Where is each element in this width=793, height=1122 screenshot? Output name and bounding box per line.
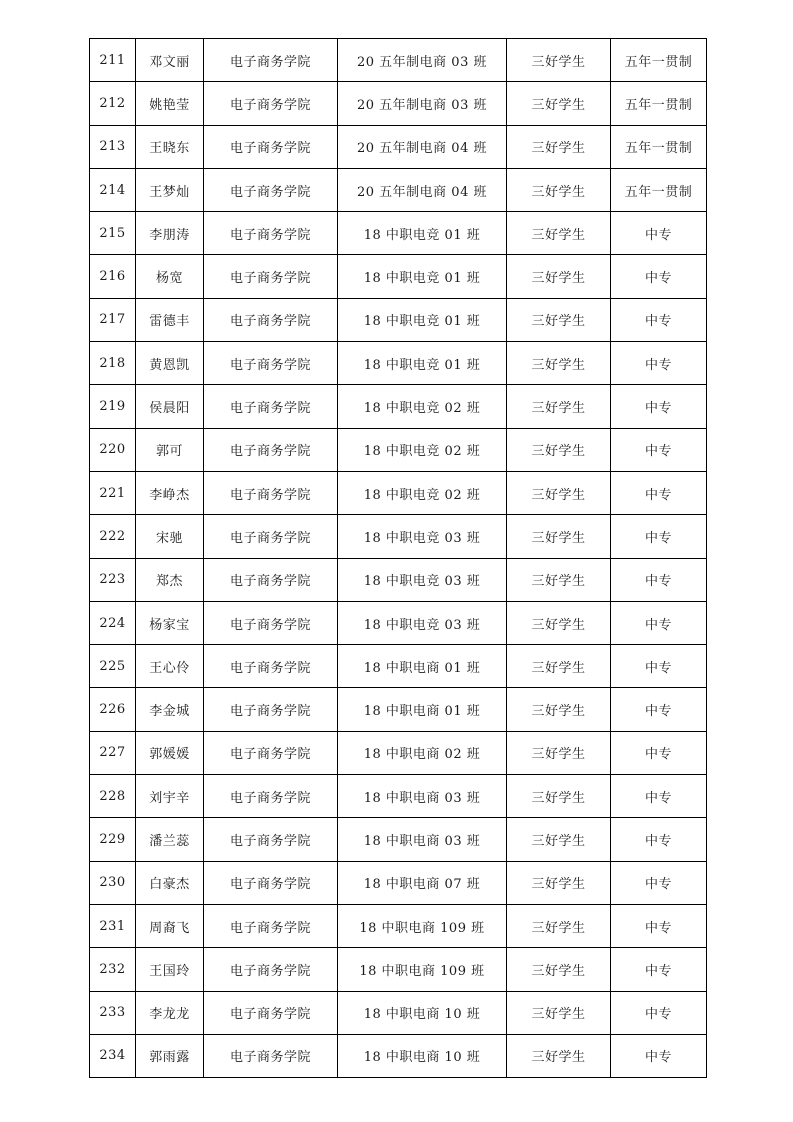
class-name-cell: 18 中职电商 03 班	[338, 775, 507, 818]
college-cell: 电子商务学院	[204, 991, 338, 1034]
row-number-cell: 211	[90, 39, 136, 82]
table-row	[90, 688, 707, 731]
student-name-cell: 郑杰	[136, 558, 204, 601]
student-name-cell: 周裔飞	[136, 904, 204, 947]
college-cell: 电子商务学院	[204, 298, 338, 341]
class-name-cell: 18 中职电竞 01 班	[338, 298, 507, 341]
student-name-cell: 邓文丽	[136, 39, 204, 82]
college-cell: 电子商务学院	[204, 385, 338, 428]
college-cell: 电子商务学院	[204, 688, 338, 731]
program-type-cell: 中专	[611, 861, 707, 904]
college-cell: 电子商务学院	[204, 342, 338, 385]
class-name-cell: 18 中职电竞 03 班	[338, 601, 507, 644]
class-name-cell: 20 五年制电商 04 班	[338, 125, 507, 168]
student-name-cell: 白豪杰	[136, 861, 204, 904]
class-name-cell: 20 五年制电商 04 班	[338, 168, 507, 211]
college-cell: 电子商务学院	[204, 731, 338, 774]
class-name-cell: 18 中职电商 01 班	[338, 645, 507, 688]
college-cell: 电子商务学院	[204, 601, 338, 644]
table-row	[90, 991, 707, 1034]
college-cell: 电子商务学院	[204, 861, 338, 904]
award-title-cell: 三好学生	[507, 688, 611, 731]
student-name-cell: 雷德丰	[136, 298, 204, 341]
student-name-cell: 郭雨露	[136, 1034, 204, 1077]
table-row	[90, 212, 707, 255]
class-name-cell: 18 中职电商 03 班	[338, 818, 507, 861]
award-title-cell: 三好学生	[507, 818, 611, 861]
student-name-cell: 刘宇辛	[136, 775, 204, 818]
award-title-cell: 三好学生	[507, 385, 611, 428]
award-title-cell: 三好学生	[507, 428, 611, 471]
row-number-cell: 218	[90, 342, 136, 385]
program-type-cell: 五年一贯制	[611, 125, 707, 168]
row-number-cell: 223	[90, 558, 136, 601]
row-number-cell: 229	[90, 818, 136, 861]
student-name-cell: 侯晨阳	[136, 385, 204, 428]
student-name-cell: 杨家宝	[136, 601, 204, 644]
row-number-cell: 224	[90, 601, 136, 644]
award-title-cell: 三好学生	[507, 1034, 611, 1077]
award-title-cell: 三好学生	[507, 471, 611, 514]
table-row	[90, 342, 707, 385]
class-name-cell: 18 中职电商 02 班	[338, 731, 507, 774]
award-roster-table	[89, 38, 707, 1078]
row-number-cell: 212	[90, 82, 136, 125]
college-cell: 电子商务学院	[204, 818, 338, 861]
college-cell: 电子商务学院	[204, 125, 338, 168]
program-type-cell: 中专	[611, 385, 707, 428]
student-name-cell: 李朋涛	[136, 212, 204, 255]
student-name-cell: 李金城	[136, 688, 204, 731]
table-row	[90, 731, 707, 774]
class-name-cell: 20 五年制电商 03 班	[338, 39, 507, 82]
award-title-cell: 三好学生	[507, 39, 611, 82]
row-number-cell: 215	[90, 212, 136, 255]
row-number-cell: 221	[90, 471, 136, 514]
table-row	[90, 428, 707, 471]
table-row	[90, 775, 707, 818]
row-number-cell: 225	[90, 645, 136, 688]
award-title-cell: 三好学生	[507, 515, 611, 558]
row-number-cell: 228	[90, 775, 136, 818]
award-title-cell: 三好学生	[507, 255, 611, 298]
program-type-cell: 中专	[611, 1034, 707, 1077]
college-cell: 电子商务学院	[204, 168, 338, 211]
program-type-cell: 中专	[611, 558, 707, 601]
row-number-cell: 217	[90, 298, 136, 341]
row-number-cell: 230	[90, 861, 136, 904]
roster-table-body	[90, 39, 707, 1078]
table-row	[90, 948, 707, 991]
row-number-cell: 219	[90, 385, 136, 428]
table-row	[90, 82, 707, 125]
program-type-cell: 中专	[611, 428, 707, 471]
student-name-cell: 李峥杰	[136, 471, 204, 514]
award-title-cell: 三好学生	[507, 645, 611, 688]
row-number-cell: 232	[90, 948, 136, 991]
table-row	[90, 1034, 707, 1077]
award-title-cell: 三好学生	[507, 558, 611, 601]
student-name-cell: 杨宽	[136, 255, 204, 298]
program-type-cell: 中专	[611, 601, 707, 644]
award-title-cell: 三好学生	[507, 904, 611, 947]
class-name-cell: 18 中职电竞 01 班	[338, 212, 507, 255]
student-name-cell: 郭可	[136, 428, 204, 471]
college-cell: 电子商务学院	[204, 558, 338, 601]
class-name-cell: 18 中职电竞 01 班	[338, 255, 507, 298]
class-name-cell: 18 中职电竞 01 班	[338, 342, 507, 385]
program-type-cell: 五年一贯制	[611, 168, 707, 211]
college-cell: 电子商务学院	[204, 212, 338, 255]
class-name-cell: 20 五年制电商 03 班	[338, 82, 507, 125]
program-type-cell: 中专	[611, 991, 707, 1034]
table-row	[90, 471, 707, 514]
table-row	[90, 385, 707, 428]
program-type-cell: 中专	[611, 471, 707, 514]
college-cell: 电子商务学院	[204, 645, 338, 688]
student-name-cell: 王国玲	[136, 948, 204, 991]
class-name-cell: 18 中职电商 10 班	[338, 1034, 507, 1077]
class-name-cell: 18 中职电商 109 班	[338, 948, 507, 991]
row-number-cell: 216	[90, 255, 136, 298]
class-name-cell: 18 中职电商 01 班	[338, 688, 507, 731]
row-number-cell: 234	[90, 1034, 136, 1077]
program-type-cell: 中专	[611, 298, 707, 341]
student-name-cell: 黄恩凯	[136, 342, 204, 385]
class-name-cell: 18 中职电竞 02 班	[338, 471, 507, 514]
table-row	[90, 558, 707, 601]
college-cell: 电子商务学院	[204, 948, 338, 991]
student-name-cell: 姚艳莹	[136, 82, 204, 125]
program-type-cell: 中专	[611, 775, 707, 818]
award-title-cell: 三好学生	[507, 731, 611, 774]
class-name-cell: 18 中职电竞 03 班	[338, 558, 507, 601]
college-cell: 电子商务学院	[204, 39, 338, 82]
table-row	[90, 601, 707, 644]
row-number-cell: 220	[90, 428, 136, 471]
college-cell: 电子商务学院	[204, 904, 338, 947]
student-name-cell: 李龙龙	[136, 991, 204, 1034]
student-name-cell: 王心伶	[136, 645, 204, 688]
table-row	[90, 818, 707, 861]
row-number-cell: 233	[90, 991, 136, 1034]
row-number-cell: 227	[90, 731, 136, 774]
table-row	[90, 298, 707, 341]
college-cell: 电子商务学院	[204, 471, 338, 514]
program-type-cell: 中专	[611, 688, 707, 731]
program-type-cell: 中专	[611, 342, 707, 385]
table-row	[90, 255, 707, 298]
class-name-cell: 18 中职电商 109 班	[338, 904, 507, 947]
award-title-cell: 三好学生	[507, 991, 611, 1034]
program-type-cell: 五年一贯制	[611, 39, 707, 82]
college-cell: 电子商务学院	[204, 775, 338, 818]
award-title-cell: 三好学生	[507, 775, 611, 818]
award-title-cell: 三好学生	[507, 948, 611, 991]
award-title-cell: 三好学生	[507, 861, 611, 904]
class-name-cell: 18 中职电商 10 班	[338, 991, 507, 1034]
student-name-cell: 王晓东	[136, 125, 204, 168]
table-row	[90, 861, 707, 904]
award-title-cell: 三好学生	[507, 125, 611, 168]
program-type-cell: 中专	[611, 212, 707, 255]
row-number-cell: 231	[90, 904, 136, 947]
college-cell: 电子商务学院	[204, 255, 338, 298]
student-name-cell: 潘兰蕊	[136, 818, 204, 861]
row-number-cell: 222	[90, 515, 136, 558]
class-name-cell: 18 中职电商 07 班	[338, 861, 507, 904]
program-type-cell: 中专	[611, 948, 707, 991]
college-cell: 电子商务学院	[204, 428, 338, 471]
row-number-cell: 214	[90, 168, 136, 211]
program-type-cell: 中专	[611, 515, 707, 558]
table-row	[90, 904, 707, 947]
college-cell: 电子商务学院	[204, 515, 338, 558]
student-name-cell: 宋驰	[136, 515, 204, 558]
award-title-cell: 三好学生	[507, 601, 611, 644]
program-type-cell: 中专	[611, 645, 707, 688]
student-name-cell: 郭媛媛	[136, 731, 204, 774]
award-title-cell: 三好学生	[507, 212, 611, 255]
program-type-cell: 中专	[611, 818, 707, 861]
student-name-cell: 王梦灿	[136, 168, 204, 211]
award-title-cell: 三好学生	[507, 82, 611, 125]
table-row	[90, 168, 707, 211]
class-name-cell: 18 中职电竞 03 班	[338, 515, 507, 558]
row-number-cell: 213	[90, 125, 136, 168]
program-type-cell: 中专	[611, 904, 707, 947]
program-type-cell: 中专	[611, 255, 707, 298]
college-cell: 电子商务学院	[204, 1034, 338, 1077]
row-number-cell: 226	[90, 688, 136, 731]
college-cell: 电子商务学院	[204, 82, 338, 125]
program-type-cell: 中专	[611, 731, 707, 774]
award-title-cell: 三好学生	[507, 168, 611, 211]
program-type-cell: 五年一贯制	[611, 82, 707, 125]
award-title-cell: 三好学生	[507, 342, 611, 385]
class-name-cell: 18 中职电竞 02 班	[338, 385, 507, 428]
class-name-cell: 18 中职电竞 02 班	[338, 428, 507, 471]
table-row	[90, 645, 707, 688]
table-row	[90, 125, 707, 168]
table-row	[90, 515, 707, 558]
award-title-cell: 三好学生	[507, 298, 611, 341]
table-row	[90, 39, 707, 82]
